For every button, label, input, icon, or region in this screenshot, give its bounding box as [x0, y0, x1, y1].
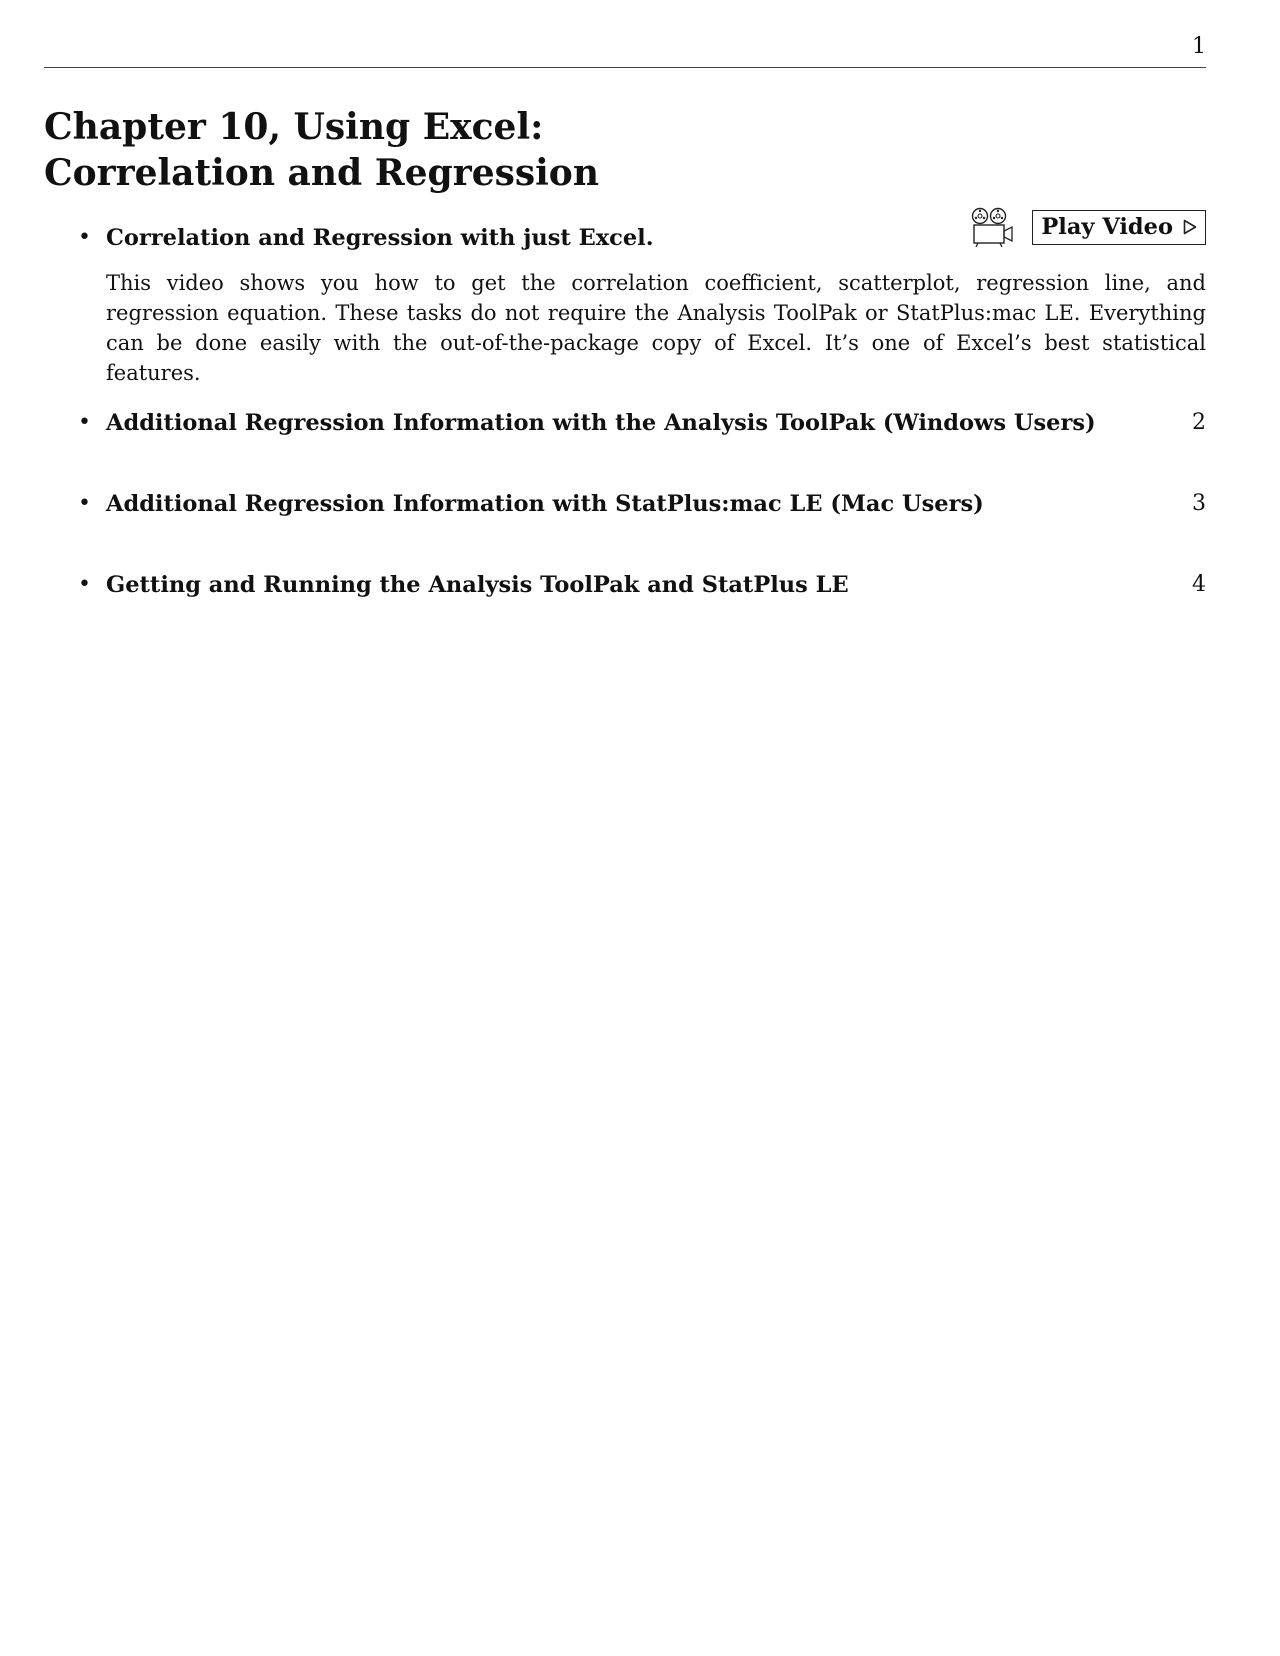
chapter-title [44, 104, 599, 196]
play-video-label: Play Video [1041, 213, 1173, 240]
toc-item-title[interactable]: Correlation and Regression with just Excel. [106, 225, 654, 251]
header-rule [44, 67, 1206, 68]
toc-item-title[interactable]: Getting and Running the Analysis ToolPak and StatPlus LE [106, 572, 849, 598]
play-video-button[interactable] [1032, 210, 1206, 245]
film-projector-icon [968, 207, 1016, 247]
chapter-title-line-1: Chapter 10, Using Excel: [44, 106, 544, 148]
video-description: This video shows you how to get the correlation coefficient, scatterplot, regression line, and regression equation. These tasks do not require the Analysis ToolPak or StatPlus:mac LE. Everything can be done easily with the out-of-the-package copy of Excel. It’s one of Excel’s best statistical features. [106, 271, 1206, 385]
play-triangle-icon [1183, 219, 1197, 235]
bullet: • [78, 572, 91, 597]
toc-item-title[interactable]: Additional Regression Information with the Analysis ToolPak (Windows Users) [106, 410, 1096, 436]
bullet: • [78, 225, 91, 250]
bullet: • [78, 491, 91, 516]
bullet: • [78, 410, 91, 435]
toc-page-number[interactable]: 2 [1192, 410, 1206, 435]
chapter-title-line-2: Correlation and Regression [44, 152, 599, 194]
toc-item-title[interactable]: Additional Regression Information with StatPlus:mac LE (Mac Users) [106, 491, 984, 517]
video-controls [968, 207, 1206, 247]
page-number: 1 [1192, 34, 1206, 59]
toc-page-number[interactable]: 4 [1192, 572, 1206, 597]
toc-page-number[interactable]: 3 [1192, 491, 1206, 516]
